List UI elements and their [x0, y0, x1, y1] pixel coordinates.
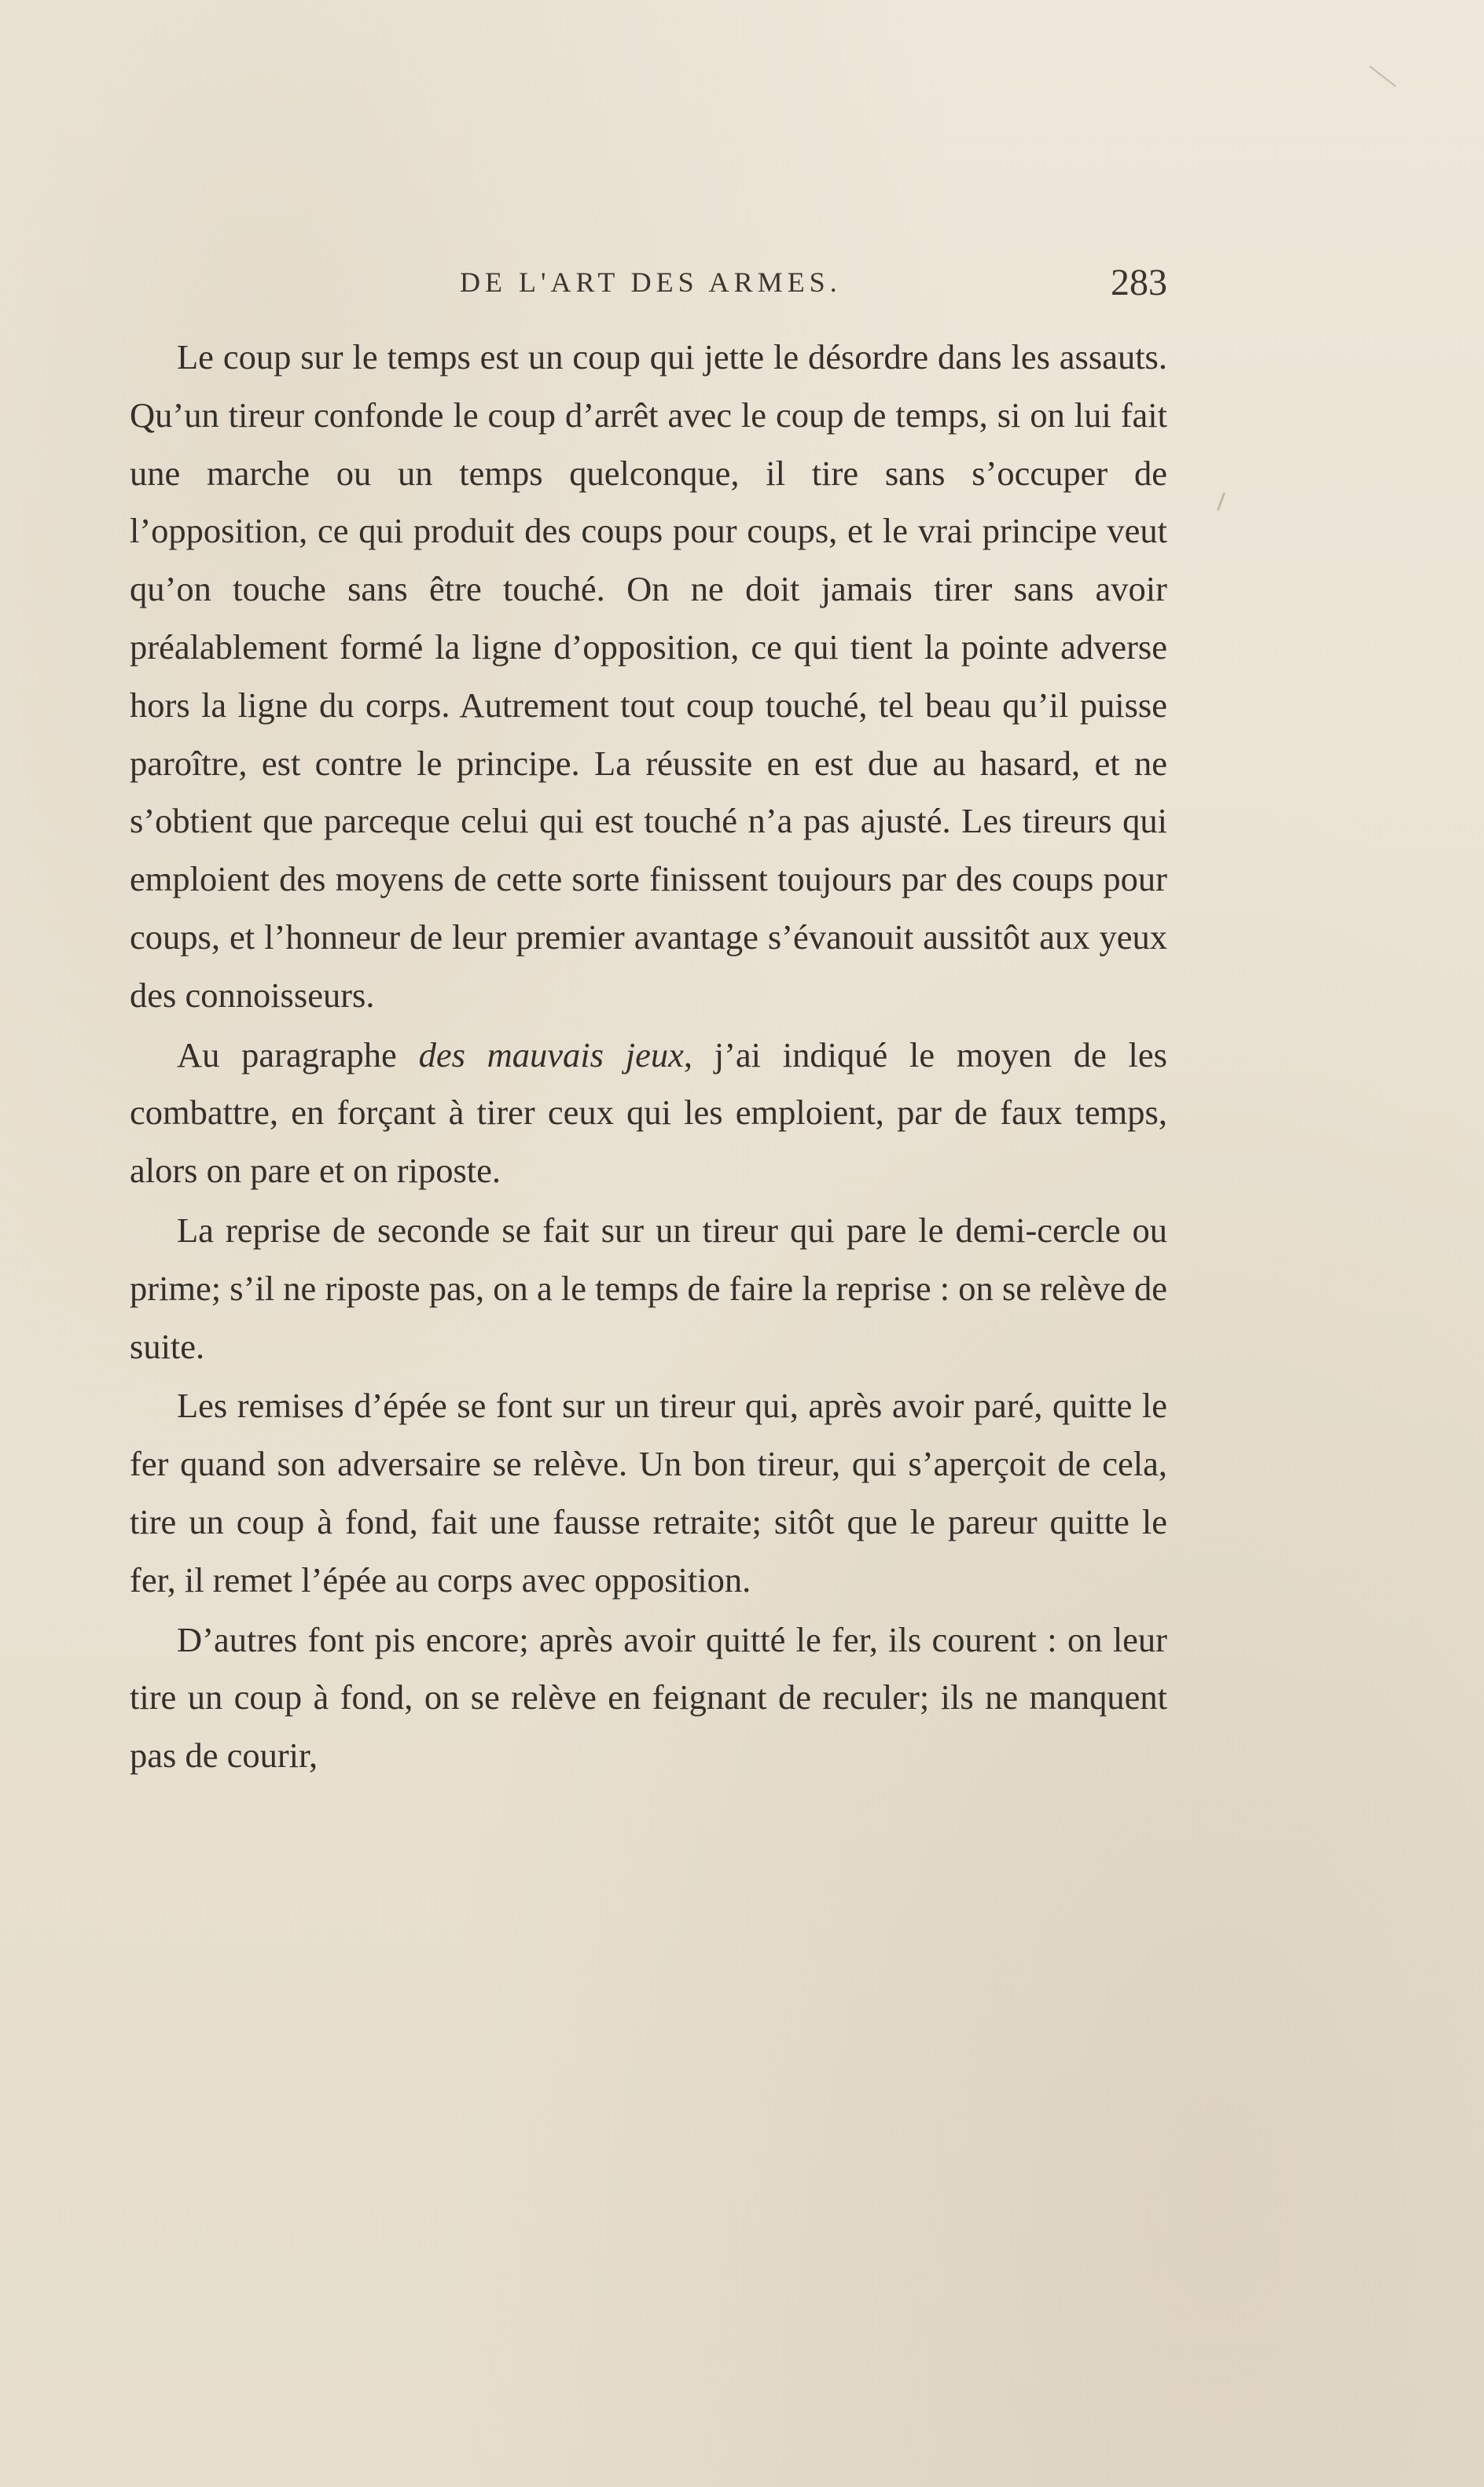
paragraph-2-text-end: , j’ai indiqué le moyen de les combattre, en forçant à tirer ceux qui les emploient, par de faux temps, alors on pare et on riposte. [130, 1034, 1167, 1191]
paper-speck [1217, 492, 1225, 511]
paragraph-5-text: D’autres font pis encore; après avoir quitté le fer, ils courent : on leur tire un coup à fond, on se relève en feignant de reculer; ils ne manquent pas de courir, [130, 1619, 1167, 1776]
paragraph-4-text: Les remises d’épée se font sur un tireur qui, après avoir paré, quitte le fer quand son adversaire se relève. Un bon tireur, qui s’aperçoit de cela, tire un coup à fond, fait une fausse retraite; sitôt que le pareur quitte le fer, il remet l’épée au corps avec opposition. [130, 1386, 1167, 1600]
body-text [130, 329, 1167, 1787]
paragraph-1 [130, 329, 1167, 1025]
paragraph-1-text: Le coup sur le temps est un coup qui jette le désordre dans les assauts. Qu’un tireur confonde le coup d’arrêt avec le coup de temps, si on lui fait une marche ou un temps quelconque, il tire sans s’occuper de l’opposition, ce qui produit des coups pour coups, et le vrai principe veut qu’on touche sans être touché. On ne doit jamais tirer sans avoir préalablement formé la ligne d’opposition, ce qui tient la pointe adverse hors la ligne du corps. Autrement tout coup touché, tel beau qu’il puisse paroître, est contre le principe. La réussite en est due au hasard, et ne s’obtient que parceque celui qui est touché n’a pas ajusté. Les tireurs qui emploient des moyens de cette sorte finissent toujours par des coups pour coups, et l’honneur de leur premier avantage s’évanouit aussitôt aux yeux des connoisseurs. [130, 337, 1167, 1015]
running-head: DE L'ART DES ARMES. [460, 266, 842, 298]
page-number: 283 [1111, 262, 1167, 303]
paragraph-3-text: La reprise de seconde se fait sur un tireur qui pare le demi-cercle ou prime; s’il ne riposte pas, on a le temps de faire la reprise : on se relève de suite. [130, 1210, 1167, 1366]
paragraph-4 [130, 1377, 1167, 1609]
paragraph-2 [130, 1027, 1167, 1200]
paragraph-2-italic-phrase: des mauvais jeux [418, 1034, 684, 1075]
paragraph-5 [130, 1611, 1167, 1785]
paragraph-3 [130, 1202, 1167, 1376]
page-header [130, 262, 1167, 313]
paragraph-2-text-start: Au paragraphe [177, 1034, 419, 1075]
paper-crease-mark [1369, 65, 1396, 86]
